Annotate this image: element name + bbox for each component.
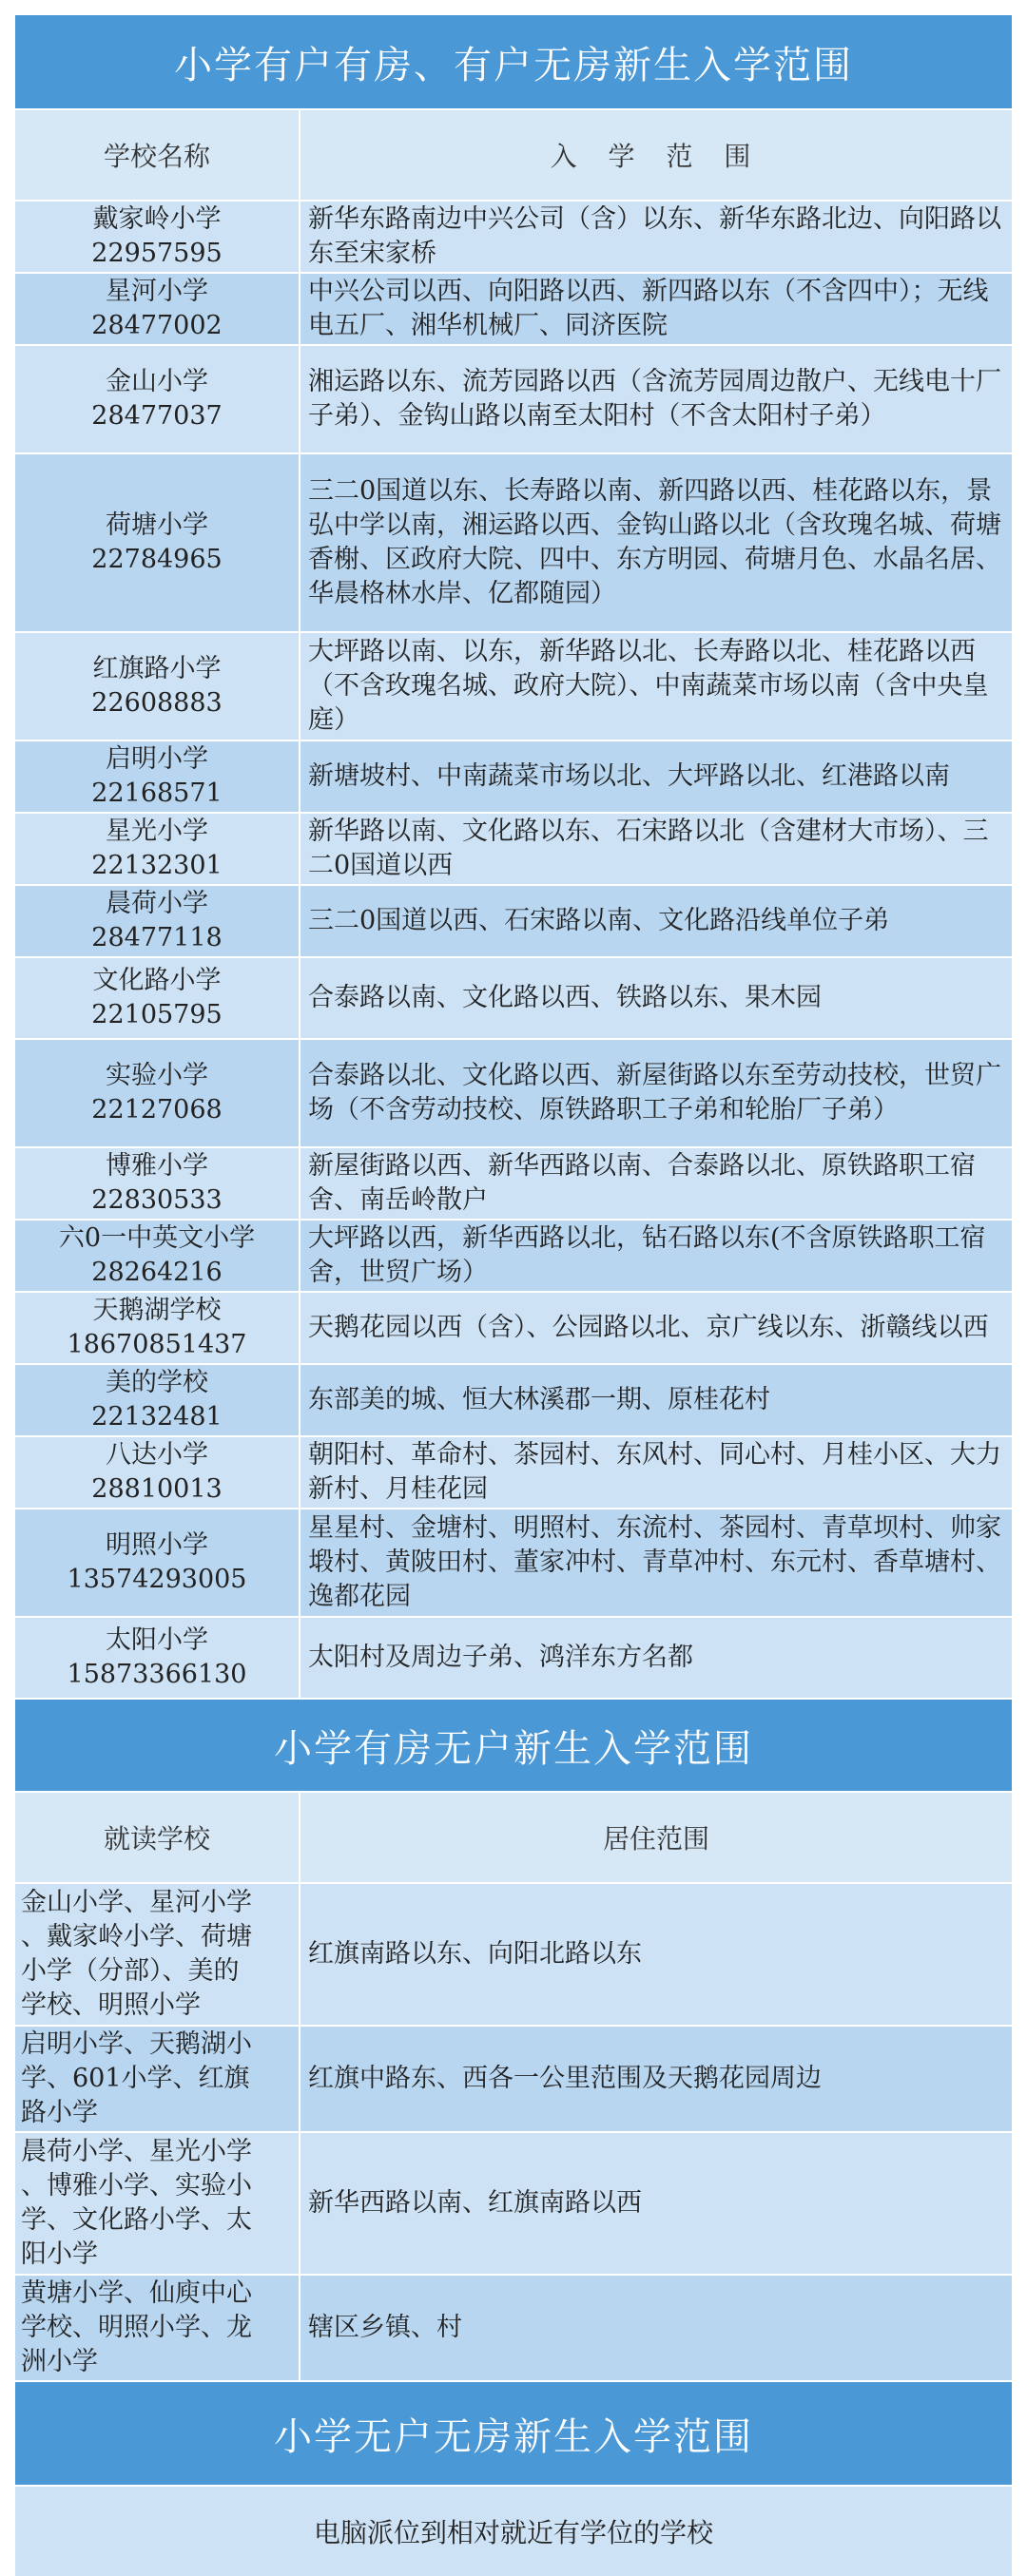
school-phone: 28810013 — [91, 1474, 223, 1504]
schools-line: 、戴家岭小学、荷塘 — [21, 1922, 252, 1951]
school-phone: 28477002 — [91, 311, 223, 340]
schools-line: 启明小学、天鹅湖小 — [21, 2029, 252, 2059]
range-cell: 星星村、金塘村、明照村、东流村、茶园村、青草坝村、帅家塅村、黄陂田村、董家冲村、青草冲村、东元村、香草塘村、逸都花园 — [300, 1509, 1012, 1616]
school-phone: 22132481 — [91, 1402, 223, 1432]
residence-cell: 红旗中路东、西各一公里范围及天鹅花园周边 — [300, 2027, 1012, 2131]
school-name: 文化路小学 — [92, 966, 222, 995]
range-cell: 东部美的城、恒大林溪郡一期、原桂花村 — [300, 1365, 1012, 1435]
table-row — [15, 1146, 1012, 1219]
school-cell — [15, 1293, 300, 1363]
table-row — [15, 344, 1012, 452]
range-cell: 湘运路以东、流芳园路以西（含流芳园周边散户、无线电十厂子弟）、金钩山路以南至太阳村（不含太阳村子弟） — [300, 346, 1012, 452]
table-row — [15, 1508, 1012, 1616]
schools-line: 学校、明照小学、龙 — [21, 2313, 252, 2342]
school-cell — [15, 1148, 300, 1219]
school-name: 星光小学 — [106, 817, 208, 846]
school-phone: 22830533 — [91, 1185, 223, 1215]
schools-cell — [15, 2027, 300, 2131]
section2-col-school: 就读学校 — [15, 1793, 300, 1882]
schools-line: 、博雅小学、实验小 — [21, 2171, 252, 2201]
section3-note: 电脑派位到相对就近有学位的学校 — [15, 2485, 1012, 2576]
residence-cell: 新华西路以南、红旗南路以西 — [300, 2133, 1012, 2274]
table-row — [15, 812, 1012, 884]
range-cell: 新华东路南边中兴公司（含）以东、新华东路北边、向阳路以东至宋家桥 — [300, 202, 1012, 272]
school-cell — [15, 1437, 300, 1508]
school-cell — [15, 274, 300, 344]
schools-cell — [15, 2133, 300, 2274]
school-cell — [15, 886, 300, 956]
schools-line: 学校、明照小学 — [21, 1990, 201, 2020]
schools-line: 路小学 — [21, 2098, 98, 2127]
school-name: 星河小学 — [106, 277, 208, 306]
table-row — [15, 884, 1012, 956]
school-cell — [15, 202, 300, 272]
range-cell: 大坪路以西，新华西路以北，钻石路以东(不含原铁路职工宿舍，世贸广场） — [300, 1221, 1012, 1291]
school-cell — [15, 454, 300, 631]
section2-header — [15, 1791, 1012, 1882]
school-name: 八达小学 — [106, 1440, 208, 1470]
enrollment-sheet — [15, 15, 1012, 2576]
schools-line: 阳小学 — [21, 2240, 98, 2269]
school-cell — [15, 1365, 300, 1435]
school-cell — [15, 814, 300, 884]
residence-cell: 辖区乡镇、村 — [300, 2276, 1012, 2380]
range-cell: 朝阳村、革命村、茶园村、东风村、同心村、月桂小区、大力新村、月桂花园 — [300, 1437, 1012, 1508]
school-cell — [15, 1509, 300, 1616]
school-phone: 22127068 — [91, 1095, 223, 1125]
school-phone: 15873366130 — [67, 1660, 247, 1689]
school-cell — [15, 741, 300, 812]
section2-col-range: 居住范围 — [300, 1793, 1012, 1882]
school-name: 金山小学 — [106, 367, 208, 396]
school-phone: 22784965 — [91, 545, 223, 574]
schools-cell — [15, 2276, 300, 2380]
range-cell: 天鹅花园以西（含）、公园路以北、京广线以东、浙赣线以西 — [300, 1293, 1012, 1363]
range-cell: 中兴公司以西、向阳路以西、新四路以东（不含四中）；无线电五厂、湘华机械厂、同济医院 — [300, 274, 1012, 344]
school-phone: 22608883 — [91, 688, 223, 718]
range-cell: 新屋街路以西、新华西路以南、合泰路以北、原铁路职工宿舍、南岳岭散户 — [300, 1148, 1012, 1219]
range-cell: 三二0国道以西、石宋路以南、文化路沿线单位子弟 — [300, 886, 1012, 956]
school-name: 戴家岭小学 — [92, 204, 222, 234]
school-phone: 28264216 — [91, 1258, 223, 1287]
schools-cell — [15, 1884, 300, 2025]
schools-line: 洲小学 — [21, 2347, 98, 2376]
school-phone: 22132301 — [91, 851, 223, 880]
range-cell: 太阳村及周边子弟、鸿洋东方名都 — [300, 1618, 1012, 1698]
schools-line: 学、文化路小学、太 — [21, 2205, 252, 2235]
school-cell — [15, 958, 300, 1038]
school-name: 美的学校 — [106, 1368, 208, 1397]
school-name: 启明小学 — [106, 744, 208, 774]
table-row — [15, 272, 1012, 344]
table-row — [15, 2274, 1012, 2380]
schools-line: 晨荷小学、星光小学 — [21, 2137, 252, 2166]
school-name: 明照小学 — [106, 1530, 208, 1560]
table-row — [15, 1219, 1012, 1291]
school-name: 博雅小学 — [106, 1151, 208, 1181]
table-row — [15, 1291, 1012, 1363]
school-name: 天鹅湖学校 — [92, 1296, 222, 1325]
schools-line: 学、601小学、红旗 — [21, 2064, 250, 2093]
table-row — [15, 1616, 1012, 1698]
range-cell: 合泰路以北、文化路以西、新屋街路以东至劳动技校，世贸广场（不含劳动技校、原铁路职工子弟和轮胎厂子弟） — [300, 1040, 1012, 1146]
range-cell: 新塘坡村、中南蔬菜市场以北、大坪路以北、红港路以南 — [300, 741, 1012, 812]
school-name: 荷塘小学 — [106, 510, 208, 540]
table-row — [15, 452, 1012, 631]
school-phone: 28477118 — [91, 923, 223, 952]
table-row — [15, 631, 1012, 740]
range-cell: 合泰路以南、文化路以西、铁路以东、果木园 — [300, 958, 1012, 1038]
table-row — [15, 200, 1012, 272]
school-phone: 28477037 — [91, 401, 223, 431]
range-cell: 新华路以南、文化路以东、石宋路以北（含建材大市场）、三二0国道以西 — [300, 814, 1012, 884]
school-phone: 22957595 — [91, 239, 223, 268]
table-row — [15, 1435, 1012, 1508]
table-row — [15, 1363, 1012, 1435]
table-row — [15, 956, 1012, 1038]
section1-col-school: 学校名称 — [15, 110, 300, 200]
school-name: 六0一中英文小学 — [58, 1223, 256, 1253]
section1-title: 小学有户有房、有户无房新生入学范围 — [15, 15, 1012, 108]
school-cell — [15, 1221, 300, 1291]
schools-line: 金山小学、星河小学 — [21, 1888, 252, 1917]
residence-cell: 红旗南路以东、向阳北路以东 — [300, 1884, 1012, 2025]
range-cell: 大坪路以南、以东，新华路以北、长寿路以北、桂花路以西（不含玫瑰名城、政府大院）、中南蔬菜市场以南（含中央皇庭） — [300, 633, 1012, 740]
school-name: 晨荷小学 — [106, 889, 208, 918]
schools-line: 黄塘小学、仙庾中心 — [21, 2278, 252, 2308]
school-cell — [15, 1040, 300, 1146]
school-phone: 13574293005 — [67, 1565, 247, 1594]
range-cell: 三二0国道以东、长寿路以南、新四路以西、桂花路以东，景弘中学以南，湘运路以西、金钩山路以北（含玫瑰名城、荷塘香榭、区政府大院、四中、东方明园、荷塘月色、水晶名居、华晨格林水岸、亿都随园） — [300, 454, 1012, 631]
section2-title: 小学有房无户新生入学范围 — [15, 1698, 1012, 1791]
section1-table — [15, 200, 1012, 1698]
section1-col-range: 入 学 范 围 — [300, 110, 1012, 200]
table-row — [15, 2131, 1012, 2274]
section3-title: 小学无户无房新生入学范围 — [15, 2380, 1012, 2485]
school-cell — [15, 1618, 300, 1698]
school-cell — [15, 346, 300, 452]
school-phone: 18670851437 — [67, 1330, 247, 1359]
section1-header — [15, 108, 1012, 200]
school-name: 实验小学 — [106, 1061, 208, 1090]
school-name: 太阳小学 — [106, 1625, 208, 1655]
school-cell — [15, 633, 300, 740]
schools-line: 小学（分部）、美的 — [21, 1956, 240, 1986]
table-row — [15, 1038, 1012, 1146]
section2-table — [15, 1882, 1012, 2380]
school-phone: 22168571 — [91, 779, 223, 808]
table-row — [15, 2025, 1012, 2131]
table-row — [15, 740, 1012, 812]
school-phone: 22105795 — [91, 1000, 223, 1029]
table-row — [15, 1882, 1012, 2025]
school-name: 红旗路小学 — [92, 654, 222, 683]
